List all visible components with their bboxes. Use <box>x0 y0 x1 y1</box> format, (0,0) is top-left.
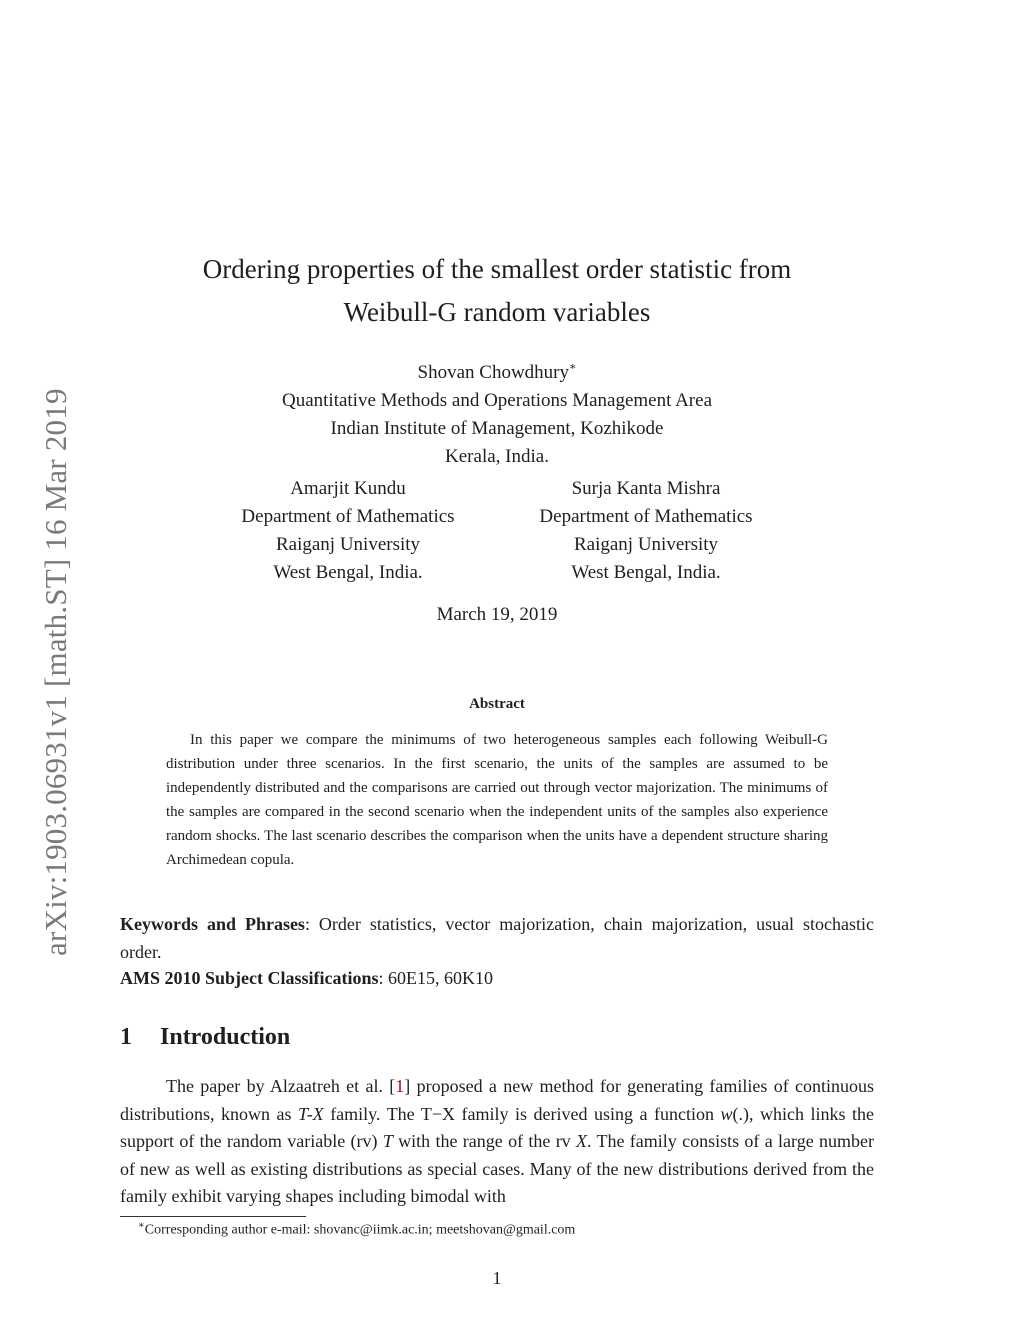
author-name: Amarjit Kundu <box>290 478 406 499</box>
footnote-text: Corresponding author e-mail: shovanc@iimk.ac.in; meetshovan@gmail.com <box>144 1222 576 1238</box>
author-institute: Raiganj University <box>573 534 719 555</box>
keywords-label: Keywords and Phrases <box>120 914 305 934</box>
footnote <box>138 1220 575 1239</box>
footnote-marker: ∗ <box>569 361 577 373</box>
arxiv-stamp: arXiv:1903.06931v1 [math.ST] 16 Mar 2019 <box>38 388 73 956</box>
author-block-left <box>198 475 498 587</box>
author-institute: Raiganj University <box>275 534 421 555</box>
ams-classification <box>120 965 874 993</box>
citation-link[interactable]: 1 <box>395 1076 405 1096</box>
author-name: Surja Kanta Mishra <box>571 478 721 499</box>
ams-label: AMS 2010 Subject Classifications <box>120 968 379 988</box>
author-block-right <box>496 475 796 587</box>
corresponding-author-block <box>120 353 874 471</box>
keywords <box>120 911 874 966</box>
section-title: Introduction <box>160 1024 291 1050</box>
title-line-1: Ordering properties of the smallest order statistic from <box>202 254 792 284</box>
footnote-mark: ∗ <box>138 1220 145 1231</box>
section-number: 1 <box>120 1024 132 1050</box>
author-dept: Department of Mathematics <box>539 506 753 527</box>
author-location: West Bengal, India. <box>273 562 423 583</box>
section-heading <box>120 1024 290 1051</box>
page-number: 1 <box>492 1268 502 1288</box>
author-name: Shovan Chowdhury∗ <box>417 361 577 383</box>
author-dept: Department of Mathematics <box>241 506 455 527</box>
paper-date: March 19, 2019 <box>436 604 558 625</box>
author-institute: Indian Institute of Management, Kozhikode <box>330 418 664 439</box>
paper-title <box>120 248 874 334</box>
abstract-text: In this paper we compare the minimums of two heterogeneous samples each following Weibull-G distribution under three scenarios. In the first scenario, the units of the samples are assumed to be independently distributed and the comparisons are carried out through vector majorization. The minimums of the samples are compared in the second scenario when the independent units of the samples also experience random shocks. The last scenario describes the comparison when the units have a dependent structure sharing Archimedean copula. <box>166 732 828 868</box>
title-line-2: Weibull-G random variables <box>343 297 651 327</box>
ams-text: : 60E15, 60K10 <box>378 968 494 988</box>
keywords-text: : Order statistics, vector majorization, chain majorization, usual stochastic order. <box>120 914 875 962</box>
author-location: West Bengal, India. <box>571 562 721 583</box>
author-location: Kerala, India. <box>445 446 549 467</box>
intro-paragraph: The paper by Alzaatreh et al. [1] proposed a new method for generating families of continuous distributions, known as T-X family. The T−X family is derived using a function w(.), which links the support of the random variable (rv) T with the range of the rv X. The family consists of a large number of new as well as existing distributions as special cases. Many of the new distributions derived from the family exhibit varying shapes including bimodal with <box>120 1076 875 1206</box>
abstract-heading: Abstract <box>469 696 525 712</box>
author-dept: Quantitative Methods and Operations Management Area <box>281 390 712 411</box>
footnote-divider <box>120 1216 306 1217</box>
